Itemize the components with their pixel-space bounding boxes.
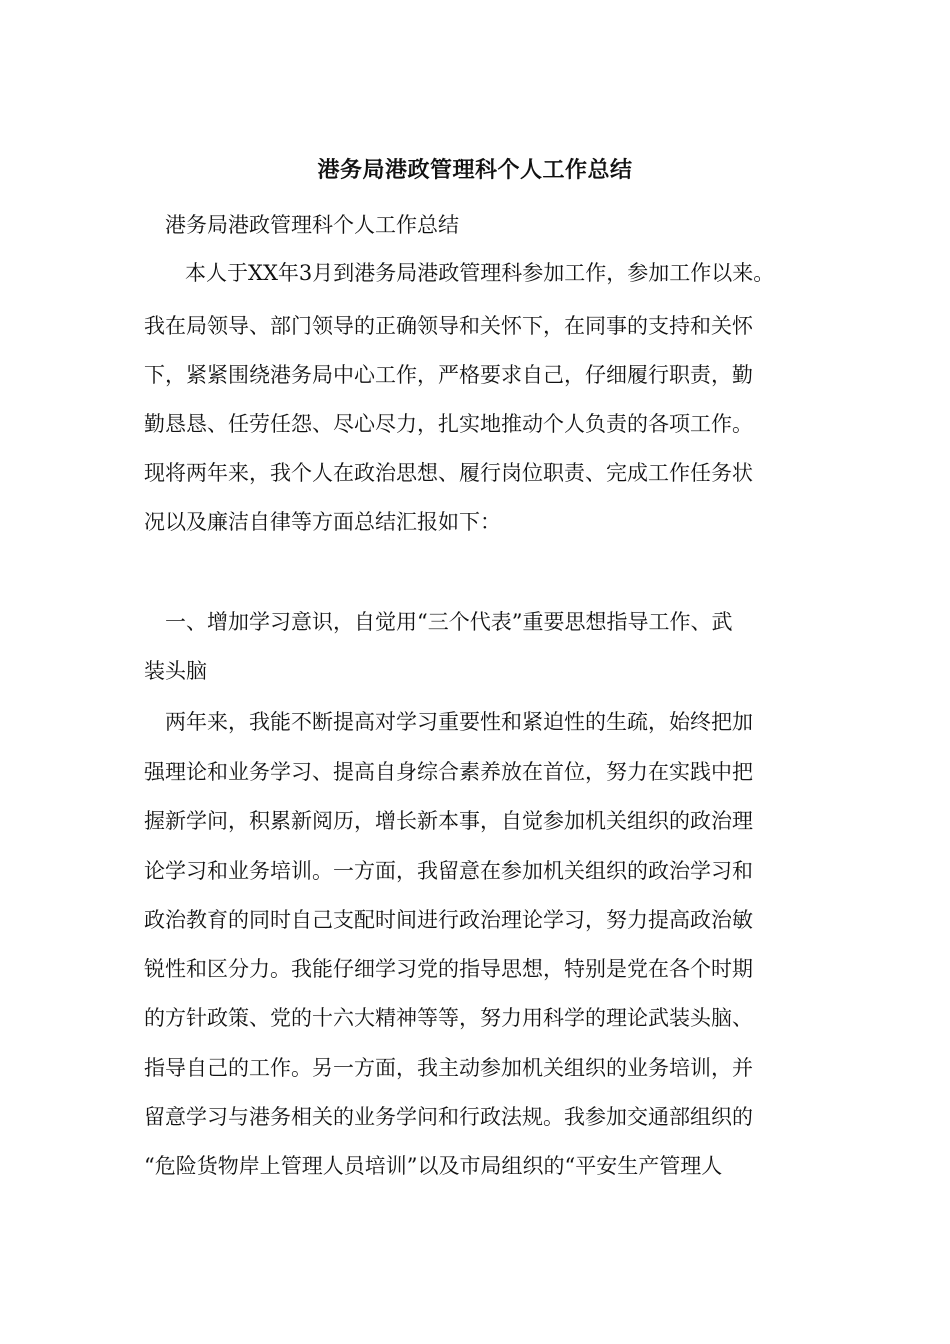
paragraph-line: 锐性和区分力。我能仔细学习党的指导思想，特别是党在各个时期 <box>144 957 753 981</box>
paragraph-line: 本人于XX年3月到港务局港政管理科参加工作，参加工作以来。 <box>185 261 775 285</box>
paragraph-line: 我在局领导、部门领导的正确领导和关怀下，在同事的支持和关怀 <box>144 314 753 338</box>
paragraph-line: 强理论和业务学习、提高自身综合素养放在首位，努力在实践中把 <box>144 760 753 784</box>
paragraph-line: 两年来，我能不断提高对学习重要性和紧迫性的生疏，始终把加 <box>165 710 753 734</box>
paragraph-line: “危险货物岸上管理人员培训”以及市局组织的“平安生产管理人 <box>144 1154 723 1178</box>
subtitle-line: 港务局港政管理科个人工作总结 <box>165 213 459 237</box>
paragraph-line: 的方针政策、党的十六大精神等等，努力用科学的理论武装头脑、 <box>144 1006 753 1030</box>
section-heading-line: 装头脑 <box>144 659 207 683</box>
section-heading-line: 一、增加学习意识，自觉用“三个代表”重要思想指导工作、武 <box>165 610 733 634</box>
paragraph-line: 指导自己的工作。另一方面，我主动参加机关组织的业务培训，并 <box>144 1056 753 1080</box>
paragraph-line: 论学习和业务培训。一方面，我留意在参加机关组织的政治学习和 <box>144 859 753 883</box>
paragraph-line: 握新学问，积累新阅历，增长新本事，自觉参加机关组织的政治理 <box>144 809 753 833</box>
paragraph-line: 政治教育的同时自己支配时间进行政治理论学习，努力提高政治敏 <box>144 908 753 932</box>
paragraph-line: 现将两年来，我个人在政治思想、履行岗位职责、完成工作任务状 <box>144 461 753 485</box>
document-title: 港务局港政管理科个人工作总结 <box>317 157 633 183</box>
paragraph-line: 下，紧紧围绕港务局中心工作，严格要求自己，仔细履行职责，勤 <box>144 363 753 387</box>
paragraph-line: 况以及廉洁自律等方面总结汇报如下： <box>144 510 501 534</box>
paragraph-line: 勤恳恳、任劳任怨、尽心尽力，扎实地推动个人负责的各项工作。 <box>144 412 753 436</box>
paragraph-line: 留意学习与港务相关的业务学问和行政法规。我参加交通部组织的 <box>144 1105 753 1129</box>
